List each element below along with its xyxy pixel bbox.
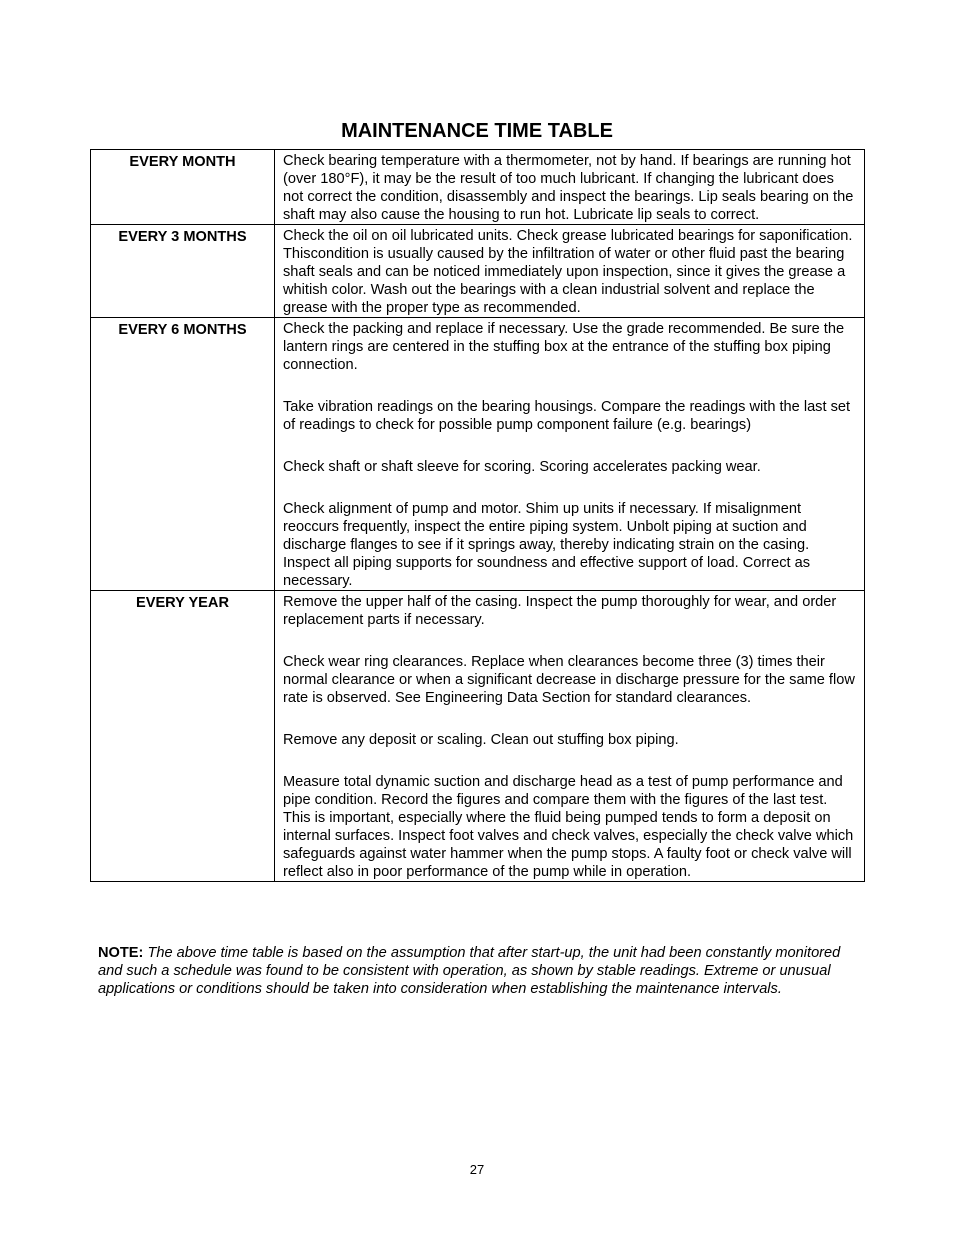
task-text: Measure total dynamic suction and discharge head as a test of pump performance and pipe condition. Record the figures and compare them with the figures of the last test. This is important, especially where the fluid being pumped tends to form a deposit on internal surfaces. Inspect foot valves and check valves, especially the check valve which safeguards against water hammer when the pump stops. A faulty foot or check valve will reflect also in poor performance of the pump while in operation.: [283, 774, 854, 880]
note-label: NOTE:: [98, 945, 144, 961]
task-text: Check alignment of pump and motor. Shim up units if necessary. If misalignment reoccurs frequently, inspect the entire piping system. Unbolt piping at suction and discharge flanges to see if it springs away, thereby indicating strain on the casing. Inspect all piping supports for soundness and effective support of load. Correct as necessary.: [283, 501, 811, 589]
task-text: Check the packing and replace if necessary. Use the grade recommended. Be sure the lantern rings are centered in the stuffing box at the entrance of the stuffing box piping connection.: [283, 321, 845, 373]
task-text: Check wear ring clearances. Replace when clearances become three (3) times their normal clearance or when a significant decrease in discharge pressure for the same flow rate is observed. See Engineering Data Section for standard clearances.: [283, 654, 855, 706]
table-row: [91, 318, 865, 591]
task-text: Remove the upper half of the casing. Inspect the pump thoroughly for wear, and order replacement parts if necessary.: [283, 594, 837, 628]
page-title: MAINTENANCE TIME TABLE: [341, 120, 613, 142]
task-text: Take vibration readings on the bearing housings. Compare the readings with the last set of readings to check for possible pump component failure (e.g. bearings): [283, 399, 851, 433]
task-cell: [275, 591, 865, 882]
task-text: Check bearing temperature with a thermometer, not by hand. If bearings are running hot (over 180°F), it may be the result of too much lubricant. If changing the lubricant does not correct the condition, disassembly and inspect the bearings. Lip seals bearing on the shaft may also cause the housing to run hot. Lubricate lip seals to correct.: [283, 153, 854, 223]
table-row: [91, 591, 865, 882]
task-cell: [275, 318, 865, 591]
interval-label: EVERY MONTH: [91, 150, 275, 225]
task-text: Check shaft or shaft sleeve for scoring. Scoring accelerates packing wear.: [283, 459, 761, 475]
task-cell: [275, 150, 865, 225]
page-number: 27: [469, 1162, 485, 1177]
interval-label: EVERY YEAR: [91, 591, 275, 882]
task-text: Check the oil on oil lubricated units. Check grease lubricated bearings for saponification. Thiscondition is usually caused by the infiltration of water or other fluid past the bearing shaft seals and can be noticed immediately upon inspection, since it gives the grease a whitish color. Wash out the bearings with a clean industrial solvent and replace the grease with the proper type as recommended.: [283, 228, 853, 316]
task-cell: [275, 225, 865, 318]
note-paragraph: [98, 944, 858, 998]
table-row: [91, 225, 865, 318]
note-text: The above time table is based on the assumption that after start-up, the unit had been constantly monitored and such a schedule was found to be consistent with operation, as shown by stable readings. Extreme or unusual applications or conditions should be taken into consideration when establishing the maintenance intervals.: [98, 945, 841, 997]
table-row: [91, 150, 865, 225]
interval-label: EVERY 3 MONTHS: [91, 225, 275, 318]
interval-label: EVERY 6 MONTHS: [91, 318, 275, 591]
maintenance-table: [90, 149, 865, 882]
task-text: Remove any deposit or scaling. Clean out stuffing box piping.: [283, 732, 679, 748]
